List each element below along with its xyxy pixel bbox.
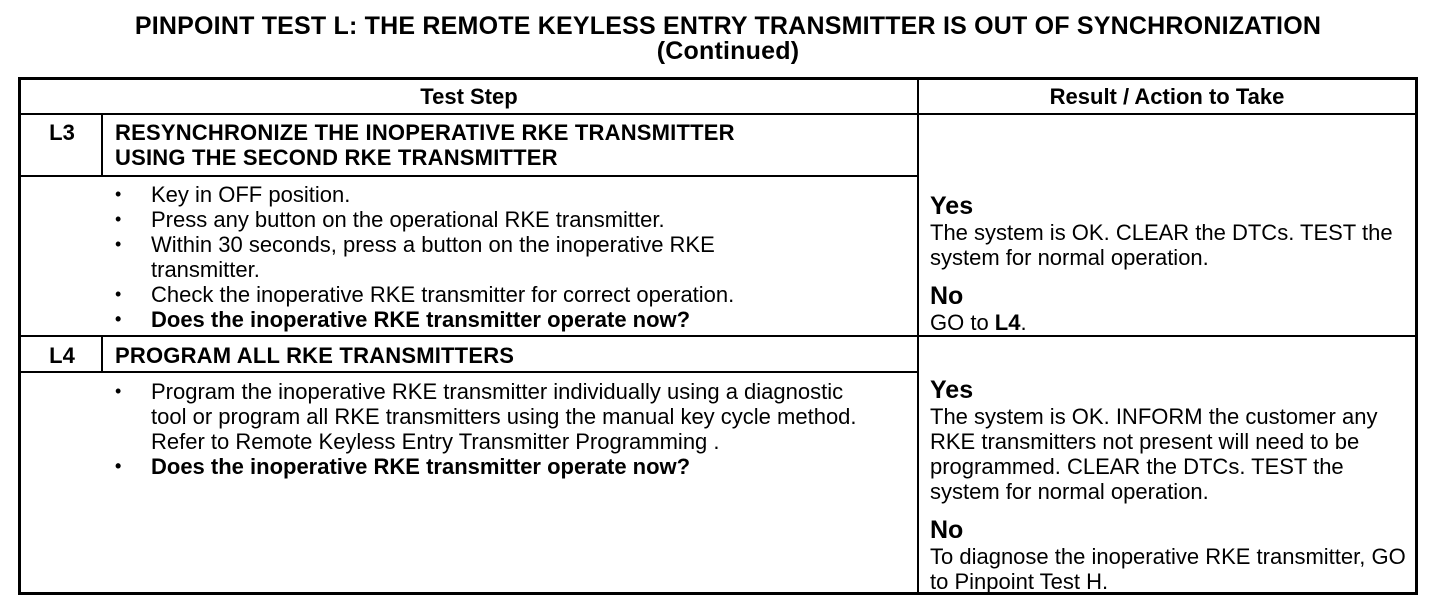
- step-question-l3: • Does the inoperative RKE transmitter operate now?: [115, 307, 815, 332]
- step-title-l3-line2: USING THE SECOND RKE TRANSMITTER: [115, 145, 558, 170]
- result-l3: [930, 192, 1410, 335]
- page-title-line2: (Continued): [656, 37, 800, 65]
- result-no-label: No: [930, 282, 964, 310]
- result-yes-text: The system is OK. INFORM the customer any RKE transmitters not present will need to be programmed. CLEAR the DTCs. TEST the system for normal operation.: [930, 404, 1378, 504]
- step-reference-l4: L4: [994, 310, 1021, 335]
- result-no-text: GO to L4.: [930, 310, 1027, 335]
- step-title-l4: PROGRAM ALL RKE TRANSMITTERS: [115, 343, 515, 368]
- step-title-l3-line1: RESYNCHRONIZE THE INOPERATIVE RKE TRANSMITTER: [115, 120, 735, 145]
- step-question-l4: • Does the inoperative RKE transmitter operate now?: [115, 454, 875, 479]
- header-test-step: Test Step: [420, 84, 518, 109]
- page-title: [0, 0, 1456, 64]
- header-result: Result / Action to Take: [1049, 84, 1285, 109]
- page-title-line1: PINPOINT TEST L: THE REMOTE KEYLESS ENTRY TRANSMITTER IS OUT OF SYNCHRONIZATION: [134, 12, 1322, 40]
- divider-l3-l4: [21, 335, 1415, 337]
- list-item: • Within 30 seconds, press a button on the inoperative RKE transmitter.: [115, 232, 815, 282]
- result-yes-label: Yes: [930, 192, 974, 220]
- result-yes-label: Yes: [930, 376, 974, 404]
- list-item: • Program the inoperative RKE transmitter individually using a diagnostic tool or program all RKE transmitters using the manual key cycle method. Refer to Remote Keyless Entry Transmitter Programming .: [115, 379, 875, 454]
- pinpoint-test-table: [18, 77, 1418, 595]
- divider-l3-title: [21, 175, 917, 177]
- result-l4: [930, 376, 1414, 594]
- list-item: • Check the inoperative RKE transmitter for correct operation.: [115, 282, 815, 307]
- step-id-l4: L4: [49, 343, 75, 368]
- step-list-l3: [115, 182, 815, 332]
- list-item: • Press any button on the operational RKE transmitter.: [115, 207, 815, 232]
- result-no-text: To diagnose the inoperative RKE transmitter, GO to Pinpoint Test H.: [930, 544, 1406, 594]
- list-item: • Key in OFF position.: [115, 182, 815, 207]
- result-yes-text: The system is OK. CLEAR the DTCs. TEST the system for normal operation.: [930, 220, 1393, 270]
- step-list-l4: [115, 379, 875, 479]
- step-title-l3: [115, 120, 735, 170]
- result-no-label: No: [930, 516, 964, 544]
- divider-l4-title: [21, 371, 917, 373]
- step-id-l3: L3: [49, 120, 75, 145]
